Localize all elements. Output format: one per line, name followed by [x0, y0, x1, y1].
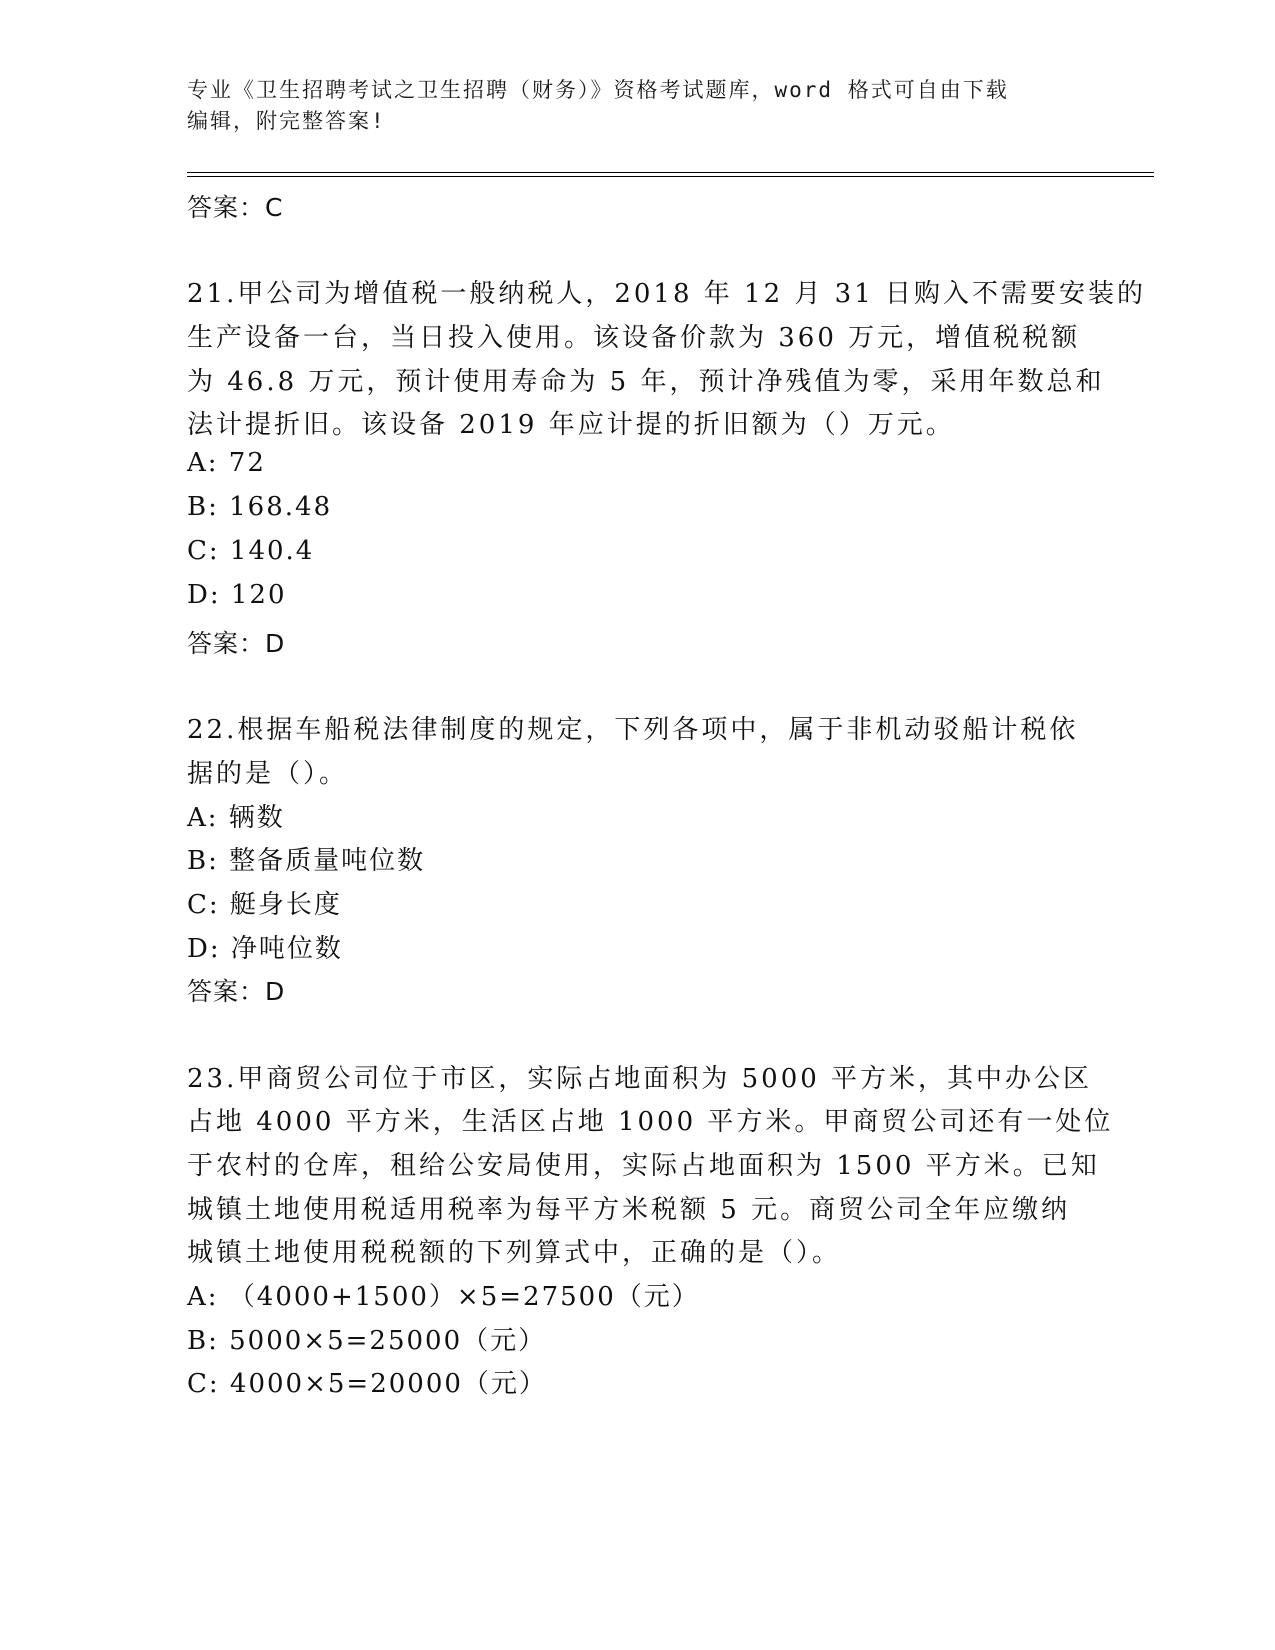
option-c: C: 140.4: [187, 536, 315, 566]
option-d: D: 净吨位数: [187, 934, 343, 964]
option-a: A: （4000+1500）×5=27500（元）: [187, 1282, 700, 1312]
header-rule-top: [187, 172, 1154, 173]
question-text-line: 占地 4000 平方米，生活区占地 1000 平方米。甲商贸公司还有一处位: [187, 1107, 1114, 1137]
option-a: A: 72: [187, 448, 266, 478]
question-text-line: 21.甲公司为增值税一般纳税人，2018 年 12 月 31 日购入不需要安装的: [187, 279, 1147, 309]
option-b: B: 168.48: [187, 492, 333, 522]
question-text-line: 于农村的仓库，租给公安局使用，实际占地面积为 1500 平方米。已知: [187, 1151, 1100, 1181]
header-line-2: 编辑，附完整答案!: [187, 109, 386, 133]
option-d: D: 120: [187, 580, 287, 610]
question-text-line: 23.甲商贸公司位于市区，实际占地面积为 5000 平方米，其中办公区: [187, 1064, 1093, 1094]
option-b: B: 5000×5=25000（元）: [187, 1326, 547, 1356]
option-c: C: 艇身长度: [187, 890, 342, 920]
previous-answer: 答案：C: [187, 193, 284, 222]
question-text-line: 生产设备一台，当日投入使用。该设备价款为 360 万元，增值税税额: [187, 323, 1081, 353]
header-rule-bottom: [187, 176, 1154, 177]
answer: 答案：D: [187, 629, 286, 658]
option-b: B: 整备质量吨位数: [187, 846, 426, 876]
question-text-line: 为 46.8 万元，预计使用寿命为 5 年，预计净残值为零，采用年数总和: [187, 367, 1105, 397]
question-text-line: 城镇土地使用税适用税率为每平方米税额 5 元。商贸公司全年应缴纳: [187, 1195, 1071, 1225]
question-text-line: 城镇土地使用税税额的下列算式中，正确的是（）。: [187, 1238, 842, 1268]
option-c: C: 4000×5=20000（元）: [187, 1369, 547, 1399]
question-text-line: 据的是（）。: [187, 759, 349, 789]
header-line-1: 专业《卫生招聘考试之卫生招聘（财务）》资格考试题库，word 格式可自由下载: [187, 78, 1009, 102]
answer: 答案：D: [187, 977, 286, 1006]
question-text-line: 法计提折旧。该设备 2019 年应计提的折旧额为（）万元。: [187, 410, 955, 440]
option-a: A: 辆数: [187, 803, 285, 833]
question-text-line: 22.根据车船税法律制度的规定，下列各项中，属于非机动驳船计税依: [187, 715, 1079, 745]
